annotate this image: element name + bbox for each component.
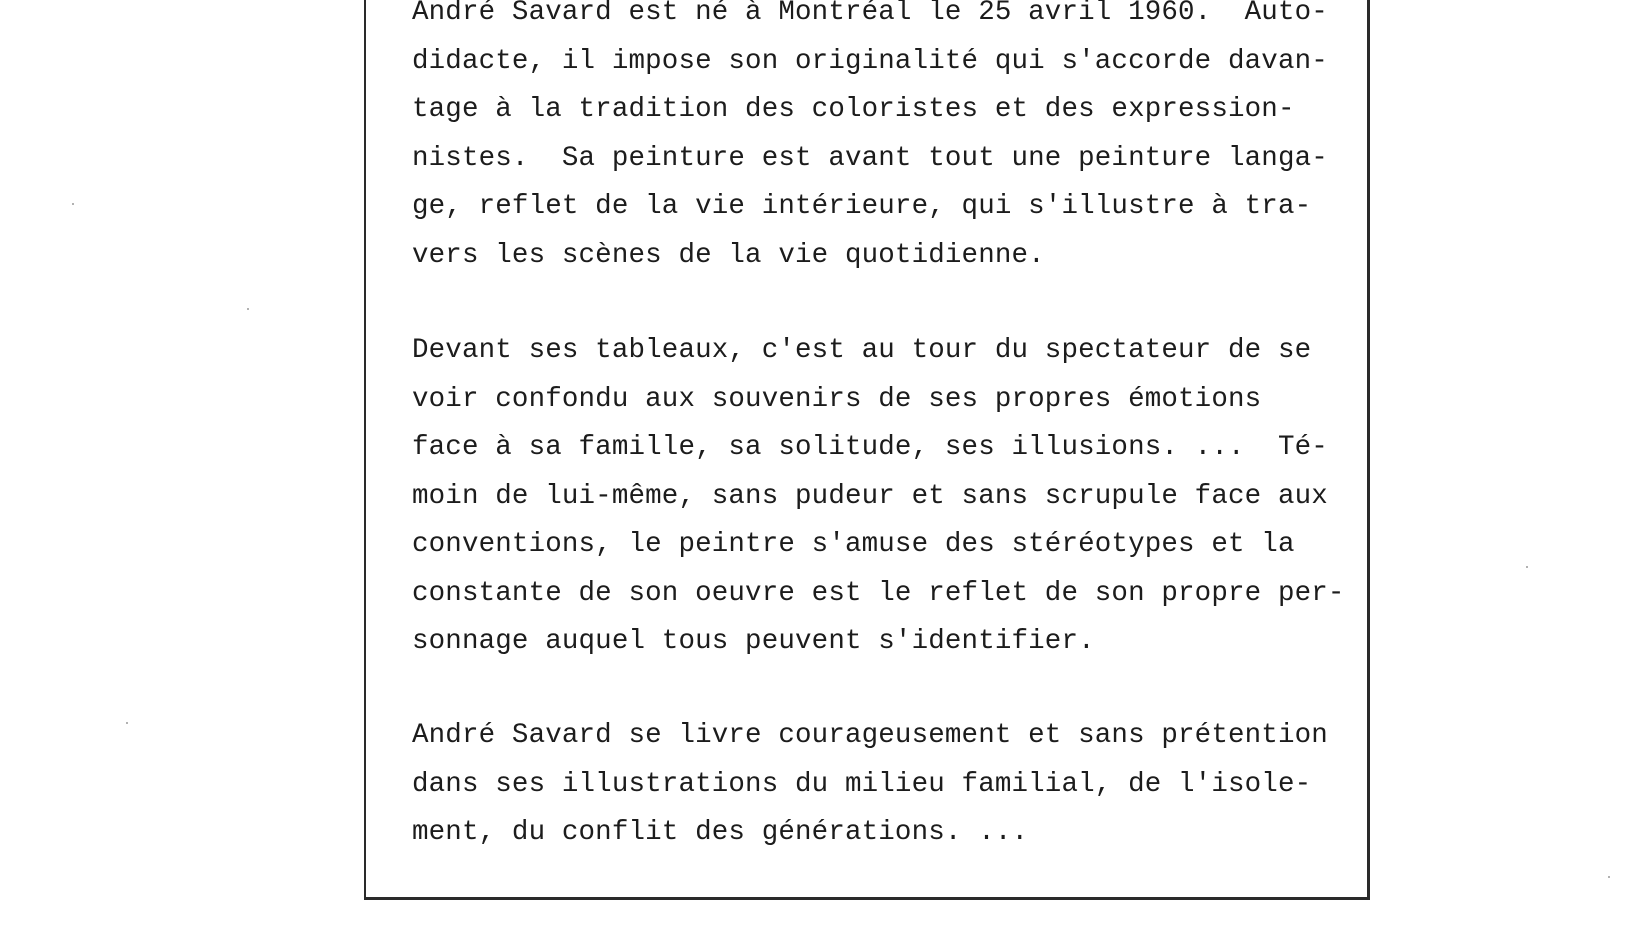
scan-speck — [1608, 876, 1610, 878]
scan-speck — [126, 722, 128, 724]
text-line: André Savard est né à Montréal le 25 avril 1960. Auto- — [412, 0, 1328, 28]
text-line: conventions, le peintre s'amuse des stéréotypes et la — [412, 529, 1295, 560]
text-line: voir confondu aux souvenirs de ses propres émotions — [412, 383, 1262, 415]
scan-speck — [247, 308, 249, 310]
scan-speck — [1526, 566, 1528, 568]
text-line: vers les scènes de la vie quotidienne. — [412, 239, 1045, 271]
scan-speck — [72, 203, 74, 205]
text-line: nistes. Sa peinture est avant tout une peinture langa- — [412, 142, 1328, 174]
paragraph-spectator — [412, 327, 1345, 667]
text-line: dans ses illustrations du milieu familial, de l'isole- — [412, 768, 1312, 800]
text-line: ment, du conflit des générations. ... — [412, 817, 1029, 848]
text-line: constante de son oeuvre est le reflet de son propre per- — [412, 577, 1345, 609]
paragraph-intro — [412, 0, 1328, 280]
text-line: ge, reflet de la vie intérieure, qui s'illustre à tra- — [412, 191, 1312, 222]
text-line: didacte, il impose son originalité qui s'accorde davan- — [412, 45, 1328, 77]
paragraph-themes — [412, 712, 1328, 858]
text-line: sonnage auquel tous peuvent s'identifier. — [412, 626, 1095, 657]
text-line: André Savard se livre courageusement et sans prétention — [412, 720, 1328, 751]
text-line: moin de lui-même, sans pudeur et sans scrupule face aux — [412, 480, 1328, 512]
text-line: Devant ses tableaux, c'est au tour du spectateur de se — [412, 335, 1312, 366]
text-line: tage à la tradition des coloristes et des expression- — [412, 94, 1295, 125]
text-line: face à sa famille, sa solitude, ses illusions. ... Té- — [412, 432, 1328, 463]
